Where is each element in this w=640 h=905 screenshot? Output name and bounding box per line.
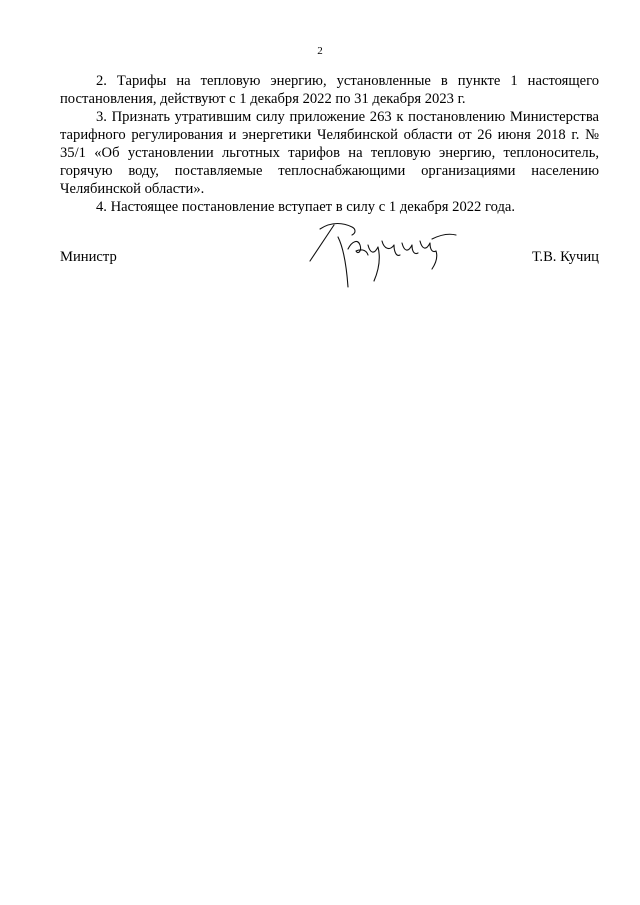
handwritten-signature [308, 215, 458, 295]
paragraph-4: 4. Настоящее постановление вступает в силу с 1 декабря 2022 года. [96, 199, 516, 215]
paragraph-3: 3. Признать утратившим силу приложение 263 к постановлению Министерства тарифного регулирования и энергетики Челябинской области от 26 июня 2018 г. № 35/1 «Об установлении льготных тарифов на тепловую энергию, теплоноситель, горячую воду, поставляемые теплоснабжающими организациями населению Челябинской области». [60, 109, 599, 197]
signature-block [60, 215, 599, 305]
page-number: 2 [317, 45, 323, 57]
signer-name: Т.В. Кучиц [531, 249, 599, 265]
document-body [60, 72, 599, 216]
paragraph-2: 2. Тарифы на тепловую энергию, установленные в пункте 1 настоящего постановления, действуют с 1 декабря 2022 по 31 декабря 2023 г. [60, 73, 599, 107]
signer-title: Министр [60, 249, 117, 265]
